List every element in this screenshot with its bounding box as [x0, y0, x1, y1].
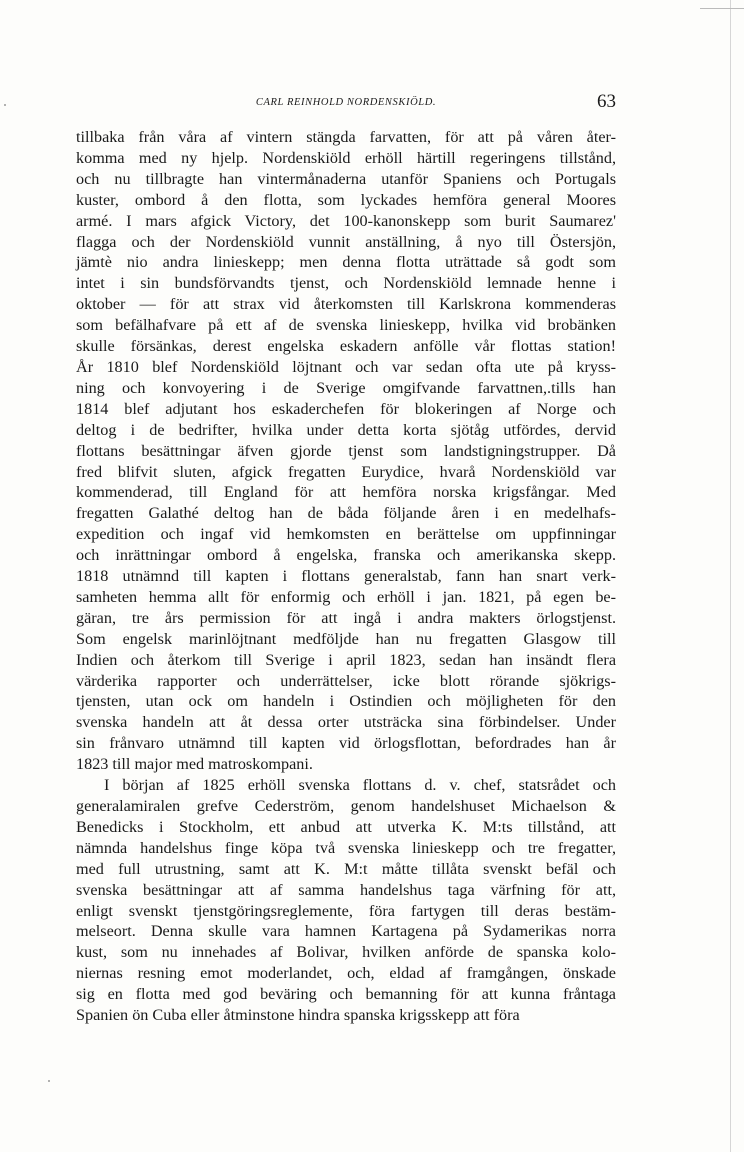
text-line: fred blifvit sluten, afgick fregatten Eurydice, hvarå Nordenskiöld var: [76, 462, 616, 481]
text-line: I början af 1825 erhöll svenska flottans d. v. chef, statsrådet och: [104, 776, 616, 795]
text-line: gäran, tre års permission för att ingå i andra makters örlogstjenst.: [76, 608, 616, 627]
scan-speck: [48, 1080, 50, 1082]
text-line: Benedicks i Stockholm, ett anbud att utverka K. M:ts tillstånd, att: [76, 817, 616, 836]
text-line: Spanien ön Cuba eller åtminstone hindra spanska krigsskepp att föra: [76, 1006, 520, 1025]
scan-speck: [4, 104, 6, 106]
text-line: melseort. Denna skulle vara hamnen Kartagena på Sydamerikas norra: [76, 922, 616, 941]
text-line: 1814 blef adjutant hos eskaderchefen för blokeringen af Norge och: [76, 399, 616, 418]
text-line: expedition och ingaf vid hemkomsten en berättelse om uppfinningar: [76, 525, 616, 544]
text-line: och inrättningar ombord å engelska, franska och amerikanska skepp.: [76, 546, 616, 565]
text-line: armé. I mars afgick Victory, det 100-kanonskepp som burit Saumarez': [76, 211, 616, 230]
text-line: fregatten Galathé deltog han de båda följande åren i en medelhafs-: [76, 504, 616, 523]
text-line: 1823 till major med matroskompani.: [76, 755, 313, 774]
text-line: Som engelsk marinlöjtnant medföljde han nu fregatten Glasgow till: [76, 629, 616, 648]
text-line: svenska besättningar att af samma handelshus taga värfning för att,: [76, 880, 616, 899]
text-line: med full utrustning, samt att K. M:t måtte tillåta svenskt befäl och: [76, 859, 616, 878]
text-line: kust, som nu innehades af Bolivar, hvilken anförde de spanska kolo-: [76, 943, 616, 962]
paragraph: [76, 775, 616, 1026]
text-line: tjensten, utan ock om handeln i Ostindien och möjligheten för den: [76, 692, 616, 711]
text-line: ning och konvoyering i de Sverige omgifvande farvattnen,.tills han: [76, 378, 616, 397]
text-line: kuster, ombord å den flotta, som lyckades hemföra general Moores: [76, 190, 616, 209]
text-line: kommenderad, till England för att hemföra norska krigsfångar. Med: [76, 483, 616, 502]
paragraph: [76, 127, 616, 775]
text-line: skulle försänkas, derest engelska eskadern anfölle vår flottas station!: [76, 337, 616, 356]
text-line: jämtè nio andra linieskepp; men denna flotta uträttade så godt som: [76, 253, 616, 272]
text-line: sin frånvaro utnämnd till kapten vid örlogsflottan, befordrades han år: [76, 734, 616, 753]
text-line: som befälhafvare på ett af de svenska linieskepp, hvilka vid brobänken: [76, 316, 616, 335]
text-line: intet i sin bundsförvandts tjenst, och Nordenskiöld lemnade henne i: [76, 274, 616, 293]
page-number: 63: [597, 91, 616, 112]
running-title: CARL REINHOLD NORDENSKIÖLD.: [255, 97, 437, 108]
text-line: generalamiralen grefve Cederström, genom handelshuset Michaelson &: [76, 797, 616, 815]
text-line: nämnda handelshus finge köpa två svenska linieskepp och tre fregatter,: [76, 838, 616, 857]
text-line: oktober — för att strax vid återkomsten till Karlskrona kommenderas: [76, 295, 616, 314]
text-line: svenska handeln att åt dessa orter utsträcka sina förbindelser. Under: [76, 713, 616, 732]
text-line: samheten hemma allt för enformig och erhöll i jan. 1821, på egen be-: [76, 587, 616, 606]
text-line: 1818 utnämnd till kapten i flottans generalstab, fann han snart verk-: [76, 567, 616, 586]
page-edge-line: [730, 0, 731, 1152]
page-header: [76, 91, 616, 117]
text-line: År 1810 blef Nordenskiöld löjtnant och var sedan ofta ute på kryss-: [76, 357, 616, 376]
text-line: och nu tillbragte han vintermånaderna utanför Spaniens och Portugals: [76, 169, 616, 188]
text-line: tillbaka från våra af vintern stängda farvatten, för att på våren åter-: [76, 128, 616, 146]
text-line: komma med ny hjelp. Nordenskiöld erhöll härtill regeringens tillstånd,: [76, 148, 616, 167]
text-line: värderika rapporter och underrättelser, icke blott rörande sjökrigs-: [76, 671, 616, 690]
text-line: Indien och återkom till Sverige i april 1823, sedan han insändt flera: [76, 650, 616, 669]
text-line: enligt svenskt tjenstgöringsreglemente, föra fartygen till deras bestäm-: [76, 901, 616, 920]
text-line: sig en flotta med god beväring och bemanning för att kunna fråntaga: [76, 985, 616, 1004]
text-line: deltog i de bedrifter, hvilka under detta korta sjötåg utfördes, dervid: [76, 420, 616, 439]
text-line: niernas resning emot moderlandet, och, eldad af framgången, önskade: [76, 964, 616, 983]
text-line: flottans besättningar äfven gjorde tjenst som landstigningstrupper. Då: [76, 441, 616, 460]
page-edge-mark: [700, 8, 744, 9]
body-text: [76, 127, 616, 1026]
text-line: flagga och der Nordenskiöld vunnit anställning, å nyo till Östersjön,: [76, 232, 616, 251]
